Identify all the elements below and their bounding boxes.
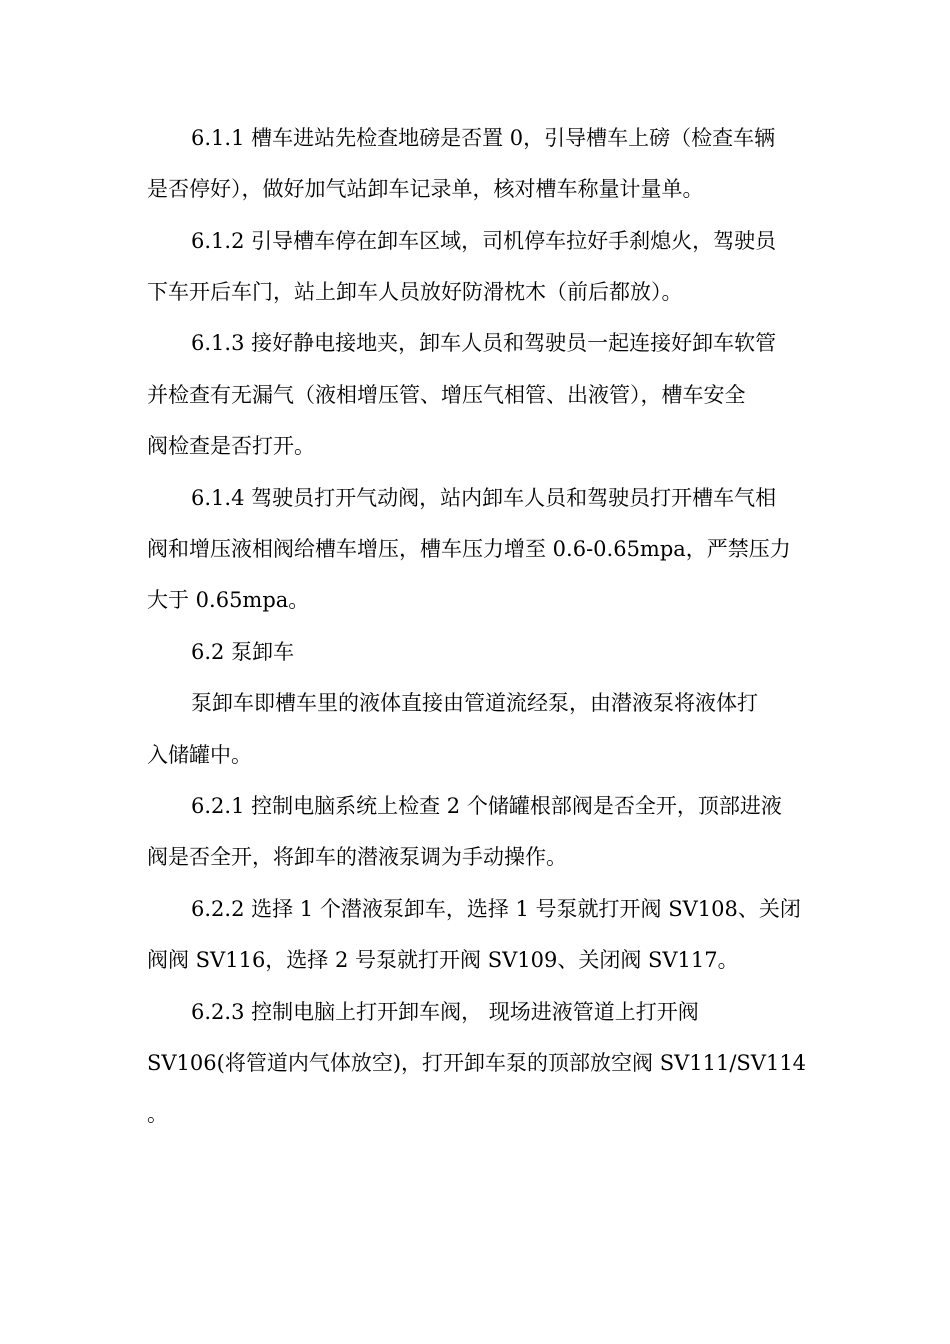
text-line-6-1-4-cont2: 大于 0.65mpa。 — [147, 588, 310, 612]
text-line-6-1-3: 6.1.3 接好静电接地夹，卸车人员和驾驶员一起连接好卸车软管 — [191, 331, 777, 355]
text-line-6-1-2-cont: 下车开后车门，站上卸车人员放好防滑枕木（前后都放）。 — [147, 280, 683, 304]
text-line-6-2-2-cont: 阀阀 SV116，选择 2 号泵就打开阀 SV109、关闭阀 SV117。 — [147, 948, 739, 972]
text-line-pump-intro: 泵卸车即槽车里的液体直接由管道流经泵，由潜液泵将液体打 — [191, 691, 758, 715]
text-line-pump-intro-cont: 入储罐中。 — [147, 743, 252, 767]
text-line-6-2-2: 6.2.2 选择 1 个潜液泵卸车，选择 1 号泵就打开阀 SV108、关闭 — [191, 897, 801, 921]
text-line-6-1-1: 6.1.1 槽车进站先检查地磅是否置 0，引导槽车上磅（检查车辆 — [191, 126, 776, 150]
text-line-6-2-1: 6.2.1 控制电脑系统上检查 2 个储罐根部阀是否全开，顶部进液 — [191, 794, 782, 818]
text-line-6-1-4: 6.1.4 驾驶员打开气动阀，站内卸车人员和驾驶员打开槽车气相 — [191, 486, 777, 510]
text-line-6-1-2: 6.1.2 引导槽车停在卸车区域，司机停车拉好手刹熄火，驾驶员 — [191, 229, 777, 253]
section-heading-6-2: 6.2 泵卸车 — [191, 640, 295, 664]
text-line-6-2-1-cont: 阀是否全开，将卸车的潜液泵调为手动操作。 — [147, 845, 567, 869]
text-line-6-1-4-cont: 阀和增压液相阀给槽车增压，槽车压力增至 0.6-0.65mpa，严禁压力 — [147, 537, 791, 561]
text-line-6-2-3-cont: SV106(将管道内气体放空)，打开卸车泵的顶部放空阀 SV111/SV114 — [147, 1051, 807, 1075]
text-line-6-2-3-cont2: 。 — [147, 1102, 168, 1126]
text-line-6-1-3-cont: 并检查有无漏气（液相增压管、增压气相管、出液管），槽车安全 — [147, 383, 746, 407]
text-line-6-2-3: 6.2.3 控制电脑上打开卸车阀， 现场进液管道上打开阀 — [191, 1000, 699, 1024]
text-line-6-1-3-cont2: 阀检查是否打开。 — [147, 434, 315, 458]
text-line-6-1-1-cont: 是否停好），做好加气站卸车记录单，核对槽车称量计量单。 — [147, 177, 704, 201]
